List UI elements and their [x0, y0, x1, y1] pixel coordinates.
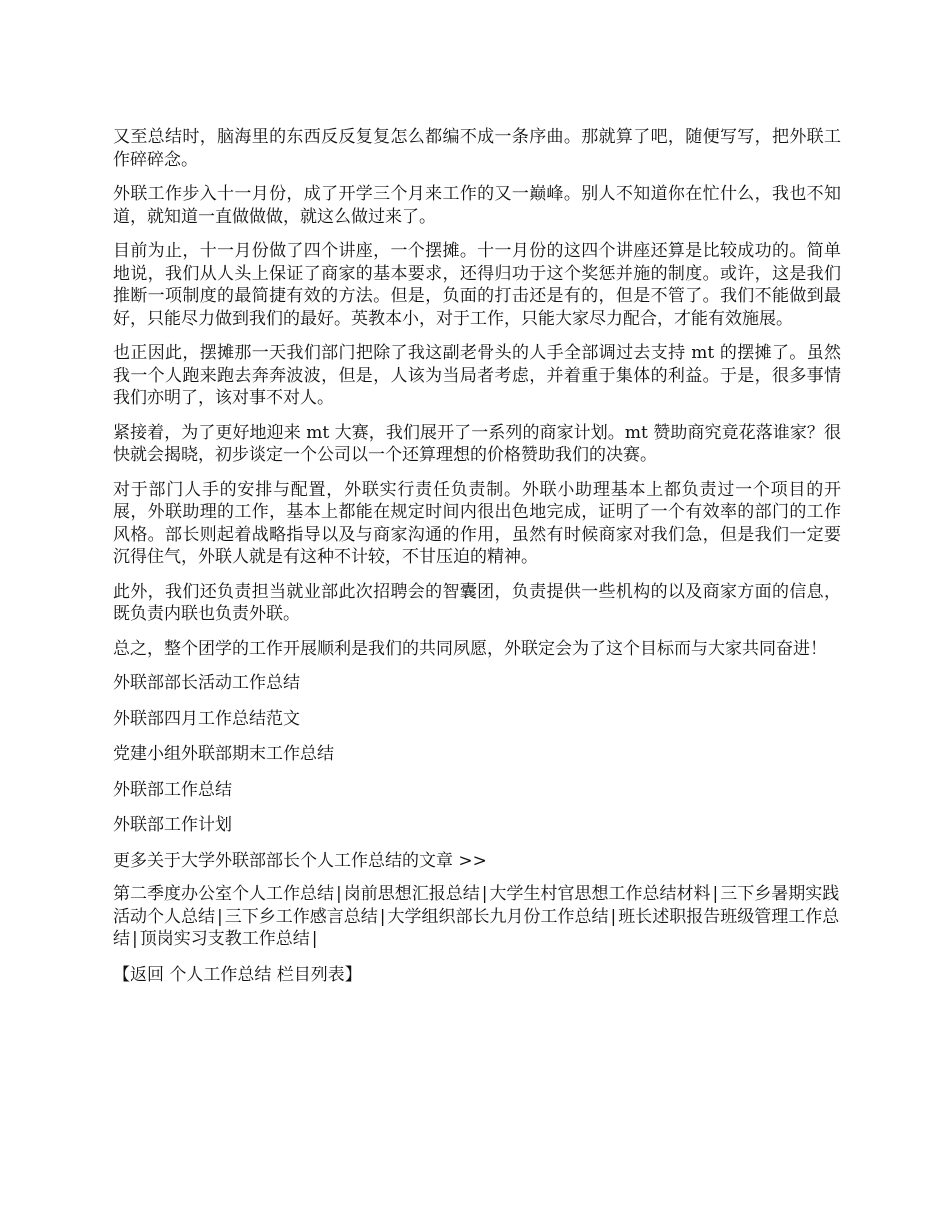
- related-articles-row: [113, 883, 841, 951]
- related-link[interactable]: 党建小组外联部期末工作总结: [113, 744, 334, 764]
- related-link-item: [113, 814, 841, 837]
- separator: |: [610, 906, 617, 927]
- related-article-link[interactable]: 三下乡暑期实践活动个人总结: [113, 884, 840, 927]
- related-article-link[interactable]: 大学生村官思想工作总结材料: [489, 884, 711, 904]
- more-articles-row: [113, 850, 841, 873]
- related-link-item: [113, 743, 841, 766]
- paragraph: 紧接着，为了更好地迎来 mt 大赛，我们展开了一系列的商家计划。mt 赞助商究竟花落谁家？很快就会揭晓，初步谈定一个公司以一个还算理想的价格赞助我们的决赛。: [113, 422, 841, 465]
- related-article-link[interactable]: 岗前思想汇报总结: [343, 884, 480, 904]
- related-link[interactable]: 外联部工作计划: [113, 815, 232, 835]
- separator: |: [311, 929, 318, 949]
- paragraph: 对于部门人手的安排与配置，外联实行责任负责制。外联小助理基本上都负责过一个项目的开展，外联助理的工作，基本上都能在规定时间内很出色地完成，证明了一个有效率的部门的工作风格。部长则起着战略指导以及与商家沟通的作用，虽然有时候商家对我们急，但是我们一定要沉得住气，外联人就是有这种不计较，不甘压迫的精神。: [113, 479, 841, 567]
- paragraph: 又至总结时，脑海里的东西反反复复怎么都编不成一条序曲。那就算了吧，随便写写，把外联工作碎碎念。: [113, 127, 841, 170]
- related-link-item: [113, 779, 841, 802]
- paragraph: 外联工作步入十一月份，成了开学三个月来工作的又一巅峰。别人不知道你在忙什么，我也不知道，就知道一直做做做，就这么做过来了。: [113, 184, 841, 227]
- separator: |: [712, 884, 719, 904]
- back-to-list-link[interactable]: 【返回 个人工作总结 栏目列表】: [113, 964, 362, 985]
- related-article-link[interactable]: 三下乡工作感言总结: [224, 906, 378, 927]
- separator: |: [379, 906, 386, 927]
- related-link-item: [113, 672, 841, 695]
- paragraph: 此外，我们还负责担当就业部此次招聘会的智囊团，负责提供一些机构的以及商家方面的信息，既负责内联也负责外联。: [113, 581, 841, 624]
- separator: |: [481, 884, 488, 904]
- related-link[interactable]: 外联部四月工作总结范文: [113, 708, 300, 729]
- related-link-item: [113, 708, 841, 731]
- document-page: [113, 126, 841, 986]
- paragraph: 总之，整个团学的工作开展顺利是我们的共同夙愿，外联定会为了这个目标而与大家共同奋进！: [113, 638, 827, 659]
- related-article-link[interactable]: 班长述职报告班级管理工作总结: [113, 906, 840, 949]
- more-articles-link[interactable]: 更多关于大学外联部部长个人工作总结的文章 >>: [113, 850, 487, 871]
- separator: |: [217, 906, 223, 927]
- paragraph: 也正因此，摆摊那一天我们部门把除了我这副老骨头的人手全部调过去支持 mt 的摆摊了。虽然我一个人跑来跑去奔奔波波，但是，人该为当局者考虑，并着重于集体的利益。于是，很多事情我们亦明了，该对事不对人。: [113, 343, 841, 408]
- related-article-link[interactable]: 顶岗实习支教工作总结: [139, 929, 310, 949]
- related-article-link[interactable]: 大学组织部长九月份工作总结: [387, 906, 609, 927]
- related-article-link[interactable]: 第二季度办公室个人工作总结: [113, 884, 334, 904]
- separator: |: [132, 929, 138, 949]
- paragraph: 目前为止，十一月份做了四个讲座，一个摆摊。十一月份的这四个讲座还算是比较成功的。简单地说，我们从人头上保证了商家的基本要求，还得归功于这个奖惩并施的制度。或许，这是我们推断一项制度的最简捷有效的方法。但是，负面的打击还是有的，但是不管了。我们不能做到最好，只能尽力做到我们的最好。英教本小，对于工作，只能大家尽力配合，才能有效施展。: [113, 241, 841, 329]
- separator: |: [336, 884, 342, 904]
- article-body: [113, 126, 841, 660]
- related-link[interactable]: 外联部工作总结: [113, 779, 232, 800]
- related-link[interactable]: 外联部部长活动工作总结: [113, 673, 300, 693]
- back-row: [113, 964, 841, 987]
- related-links-list: [113, 672, 841, 837]
